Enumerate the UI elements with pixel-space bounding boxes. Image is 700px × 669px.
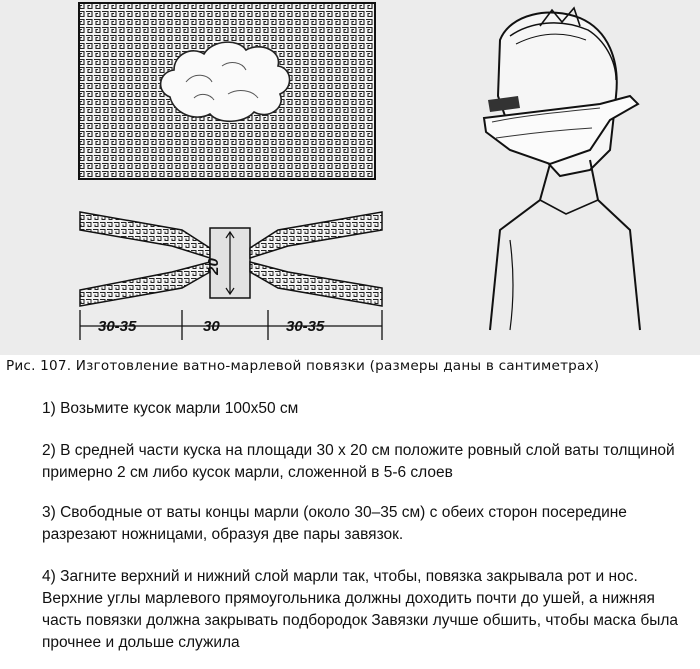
instruction-step-4: 4) Загните верхний и нижний слой марли так, чтобы, повязка закрывала рот и нос. Верхние углы марлевого прямоугольника должны доходить почти до ушей, а нижняя часть повязки должна закрывать подбородок Завязки лучше обшить, чтобы маска была прочнее и дольше служила (42, 568, 679, 651)
instruction-step-1: 1) Возьмите кусок марли 100х50 см (42, 400, 299, 417)
person-wearing-mask-illustration (440, 0, 660, 340)
gauze-sheet-with-cotton (78, 2, 378, 182)
instruction-step-2: 2) В средней части куска на площади 30 х 20 см положите ровный слой ваты толщиной примерно 2 см либо кусок марли, сложенной в 5-6 слоев (42, 442, 675, 481)
dimension-label-height: 20 (204, 258, 222, 275)
dimension-label-right: 30-35 (286, 318, 325, 335)
figure-caption: Рис. 107. Изготовление ватно-марлевой повязки (размеры даны в сантиметрах) (6, 358, 600, 374)
dimension-label-left: 30-35 (98, 318, 137, 335)
instruction-step-3: 3) Свободные от ваты концы марли (около 30–35 см) с обеих сторон посередине разрезают ножницами, образуя две пары завязок. (42, 504, 627, 543)
dimension-label-middle: 30 (203, 318, 220, 335)
